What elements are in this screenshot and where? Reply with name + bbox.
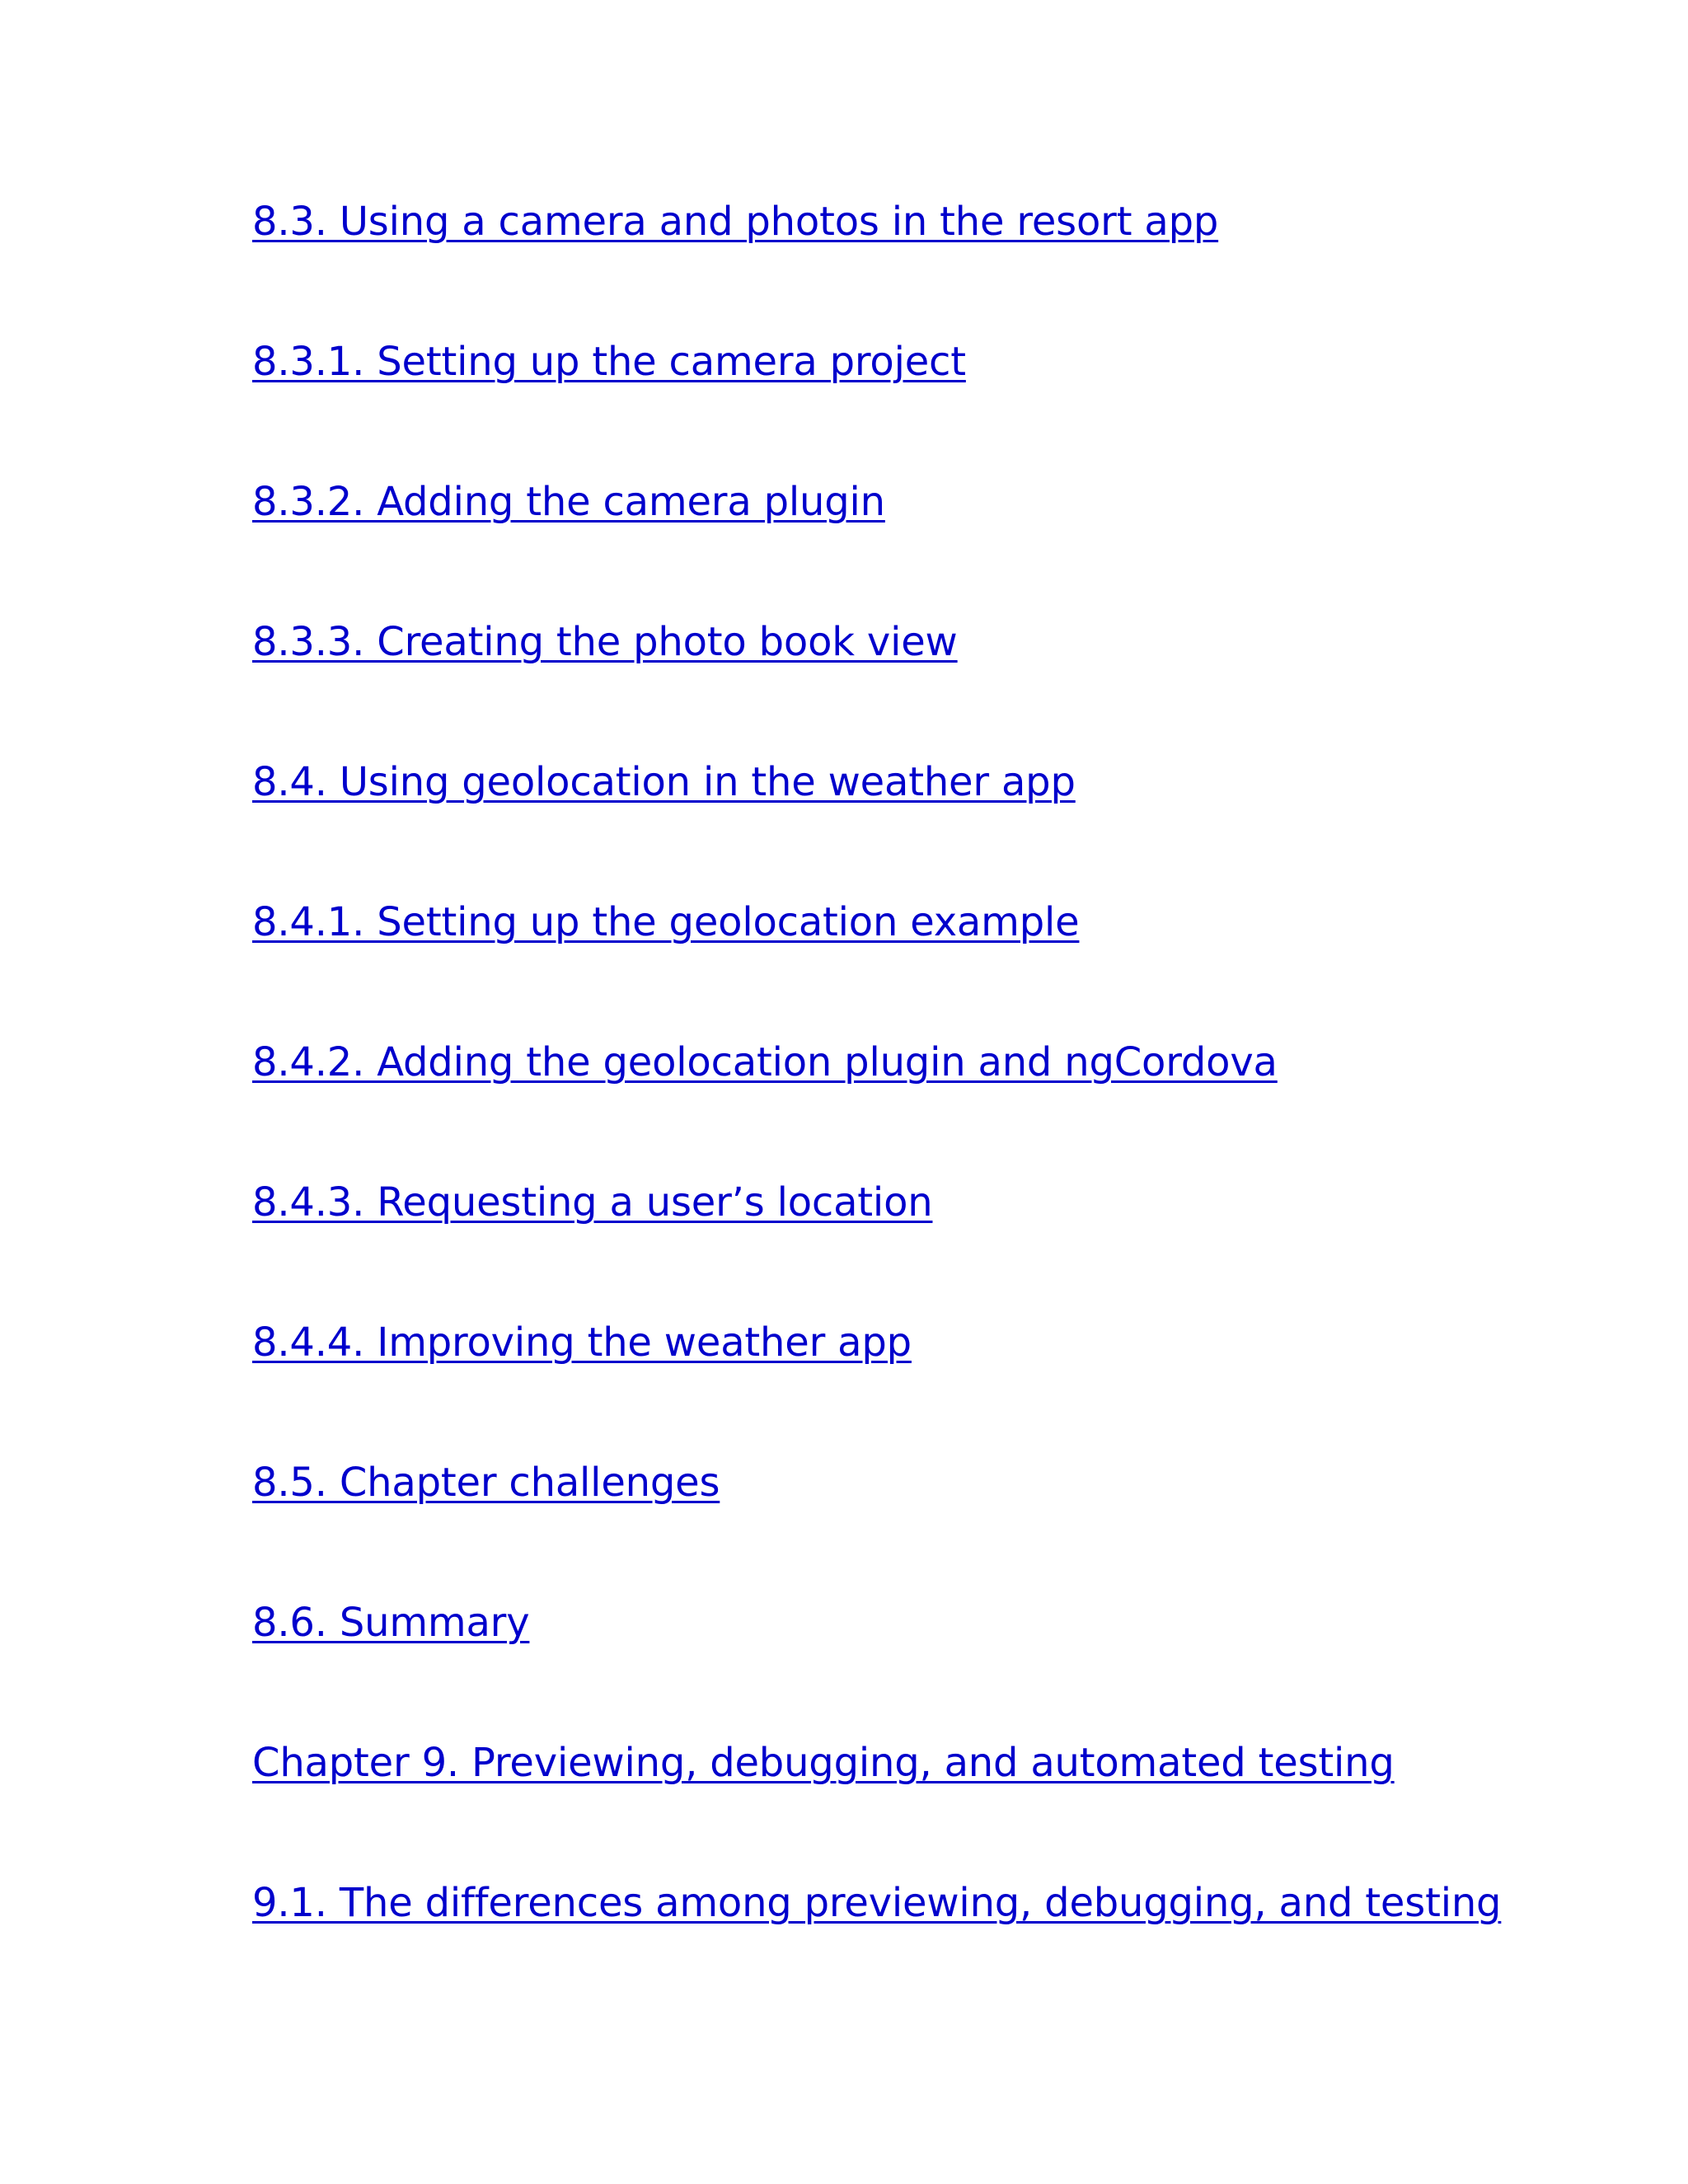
toc-link-8-3-1[interactable]: 8.3.1. Setting up the camera project: [252, 339, 966, 385]
toc-entry: [252, 898, 1501, 1038]
toc-link-8-3[interactable]: 8.3. Using a camera and photos in the resort app: [252, 199, 1219, 245]
toc-link-8-4[interactable]: 8.4. Using geolocation in the weather app: [252, 759, 1076, 805]
toc-link-8-4-3[interactable]: 8.4.3. Requesting a user’s location: [252, 1179, 933, 1226]
toc-entry: [252, 1459, 1501, 1599]
toc-link-8-3-3[interactable]: 8.3.3. Creating the photo book view: [252, 619, 958, 665]
toc-link-8-5[interactable]: 8.5. Chapter challenges: [252, 1460, 720, 1506]
toc-entry: [252, 1879, 1501, 2019]
toc-link-chapter-9[interactable]: Chapter 9. Previewing, debugging, and automated testing: [252, 1740, 1395, 1786]
toc-entry: [252, 338, 1501, 478]
toc-link-8-4-2[interactable]: 8.4.2. Adding the geolocation plugin and ngCordova: [252, 1039, 1278, 1085]
toc-entry: [252, 1038, 1501, 1179]
toc-link-8-4-1[interactable]: 8.4.1. Setting up the geolocation example: [252, 899, 1080, 945]
toc-link-8-4-4[interactable]: 8.4.4. Improving the weather app: [252, 1319, 912, 1366]
toc-entry: [252, 1179, 1501, 1319]
toc-entry: [252, 198, 1501, 338]
toc-link-9-1[interactable]: 9.1. The differences among previewing, debugging, and testing: [252, 1880, 1502, 1926]
toc-entry: [252, 1319, 1501, 1459]
toc-entry: [252, 1739, 1501, 1879]
toc-entry: [252, 478, 1501, 618]
table-of-contents: [252, 198, 1501, 2019]
toc-entry: [252, 618, 1501, 758]
toc-link-8-6[interactable]: 8.6. Summary: [252, 1600, 530, 1646]
toc-entry: [252, 758, 1501, 898]
toc-entry: [252, 1599, 1501, 1739]
toc-link-8-3-2[interactable]: 8.3.2. Adding the camera plugin: [252, 479, 885, 525]
